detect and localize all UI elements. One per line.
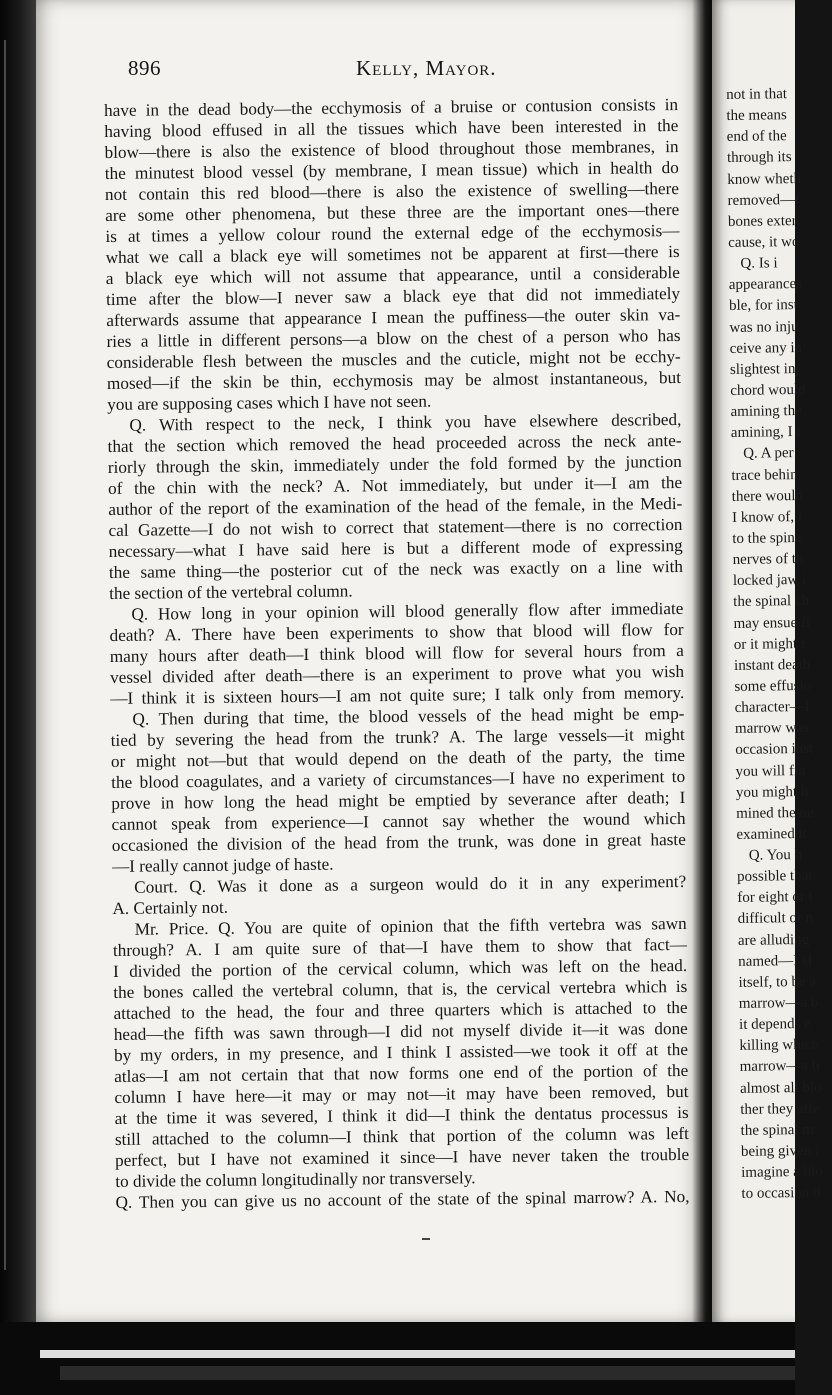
text-line: many hours after death—I think blood will flow for several hours from a [109, 640, 684, 666]
right-page-line: you will fin [735, 762, 806, 780]
right-page-line: marrow was [734, 720, 809, 738]
text-line: or might not—but that would depend on the death of the party, the time [110, 745, 685, 771]
text-line: perfect, but I have not examined it since—I have never taken the trouble [115, 1144, 690, 1170]
text-line: still attached to the column—I think that portion of the column was left [114, 1123, 689, 1149]
right-page-line: almost all blo [739, 1079, 822, 1097]
right-page-line: was no inju [729, 318, 799, 336]
right-page-line: the spinal m [740, 1121, 815, 1139]
right-page-line: bones exter [727, 212, 797, 230]
text-line: I divided the portion of the cervical column, which was left on the head. [113, 955, 688, 981]
right-page-line: the means [726, 107, 787, 125]
right-page-line: to occasion d [741, 1185, 821, 1203]
right-page-line: it depends e [739, 1016, 811, 1034]
right-page-line: may ensue fi [733, 614, 811, 632]
text-line: are some other phenomena, but these three are the important ones—there [105, 199, 680, 225]
text-line: considerable flesh between the muscles and the cuticle, might not be ecchy- [106, 346, 681, 372]
right-page-line: instant death [733, 656, 811, 674]
text-line: have in the dead body—the ecchymosis of a bruise or contusion consists in [104, 94, 679, 120]
right-page-line: there would [731, 487, 804, 505]
text-line: Court. Q. Was it done as a surgeon would do it in any experiment? [134, 871, 687, 897]
text-line: necessary—what I have said here is but a different mode of expressing [108, 535, 683, 561]
right-page-line: difficult or n [737, 910, 814, 928]
right-page-line: nerves of th [732, 551, 804, 569]
right-page-line: you might h [735, 783, 809, 801]
text-line: death? A. There have been experiments to show that blood will flow for [109, 619, 684, 645]
right-page-line: slightest inj [729, 360, 800, 378]
page-mark [422, 1238, 430, 1240]
right-page-line: not in that [726, 86, 788, 103]
text-line: Q. Then during that time, the blood vessels of the head might be emp- [132, 703, 685, 729]
right-page-line: Q. A per [743, 445, 794, 463]
text-line: that the section which removed the head proceeded across the neck ante- [107, 430, 682, 456]
text-line: atlas—I am not certain that that now forms one end of the portion of the [114, 1060, 689, 1086]
page-header [128, 56, 688, 86]
right-page-line: possible that [736, 868, 813, 886]
text-line: mosed—if the skin be thin, ecchymosis may be almost instantaneous, but [106, 367, 682, 393]
right-page-line: marrow—a b [738, 994, 819, 1012]
text-line: —I really cannot judge of haste. [111, 854, 334, 876]
right-page-line: being given i [740, 1142, 820, 1160]
text-line: column I have here—it may or may not—it may have been removed, but [114, 1081, 689, 1107]
body-text-block [104, 94, 690, 1213]
text-line: prove in how long the head might be emptied by severance after death; I [111, 787, 686, 813]
text-line: Q. How long in your opinion will blood generally flow after immediate [131, 598, 684, 624]
text-line: head—the fifth was sawn through—I did not myself divide it—it was done [113, 1018, 688, 1044]
binding-edge [4, 40, 6, 1270]
right-page-line: for eight or t [737, 889, 813, 907]
right-page-line: ble, for inst [728, 297, 798, 315]
right-page-line: character—I [734, 698, 810, 717]
text-line: Q. With respect to the neck, I think you have elsewhere described, [129, 409, 682, 435]
right-page-line: removed—t [727, 191, 800, 209]
text-line: attached to the head, the four and three quarters which is attached to the [113, 997, 688, 1023]
book-binding-left [0, 0, 36, 1395]
right-page-line: amining the [730, 403, 802, 421]
text-line: not contain this red blood—there is also the existence of swelling—there [104, 178, 680, 204]
running-head: Kelly, Mayor. [356, 56, 497, 80]
right-page-line: to the spina [732, 529, 802, 547]
right-page [712, 0, 823, 1322]
right-page-line: appearances [728, 276, 803, 294]
text-line: having blood effused in all the tissues which have been interested in the [104, 115, 679, 141]
text-line: ries a little in different persons—a blow on the chest of a person who has [106, 325, 681, 351]
text-line: blow—there is also the existence of blood throughout those membranes, in [104, 136, 679, 162]
right-page-line: end of the [726, 128, 787, 146]
right-page-line: imagine a blo [741, 1163, 823, 1182]
text-line: what we call a black eye will sometimes not be apparent at first—there is [105, 241, 680, 267]
right-page-line: marrow—a b [739, 1058, 820, 1076]
page-number: 896 [128, 56, 161, 80]
text-line: tied by severing the head from the trunk? A. The large vessels—it might [110, 724, 685, 750]
right-page-line: Q. Is i [740, 255, 778, 272]
lower-page-edge [60, 1366, 795, 1380]
text-line: the blood coagulates, and a variety of circumstances—I have no experiment to [111, 766, 686, 792]
text-line: time after the blow—I never saw a black eye that did not immediately [105, 283, 681, 309]
right-page-line: I know of, i [731, 508, 803, 526]
bottom-edge-band [0, 1322, 795, 1395]
text-line: you are supposing cases which I have not seen. [107, 391, 432, 414]
right-page-line: some effusio [734, 677, 812, 695]
right-page-line: itself, to be a [738, 973, 817, 991]
text-line: at the time it was severed, I think it did—I think the dentatus processus is [114, 1102, 689, 1128]
right-page-line: trace behin [731, 466, 798, 484]
right-page-line: ceive any in [729, 339, 803, 357]
right-page-line: know wheth [727, 170, 802, 188]
right-page-line: ther they affe [740, 1100, 821, 1118]
text-line: Mr. Price. Q. You are quite of opinion that the fifth vertebra was sawn [134, 913, 687, 939]
right-page-line: cause, it wo [728, 233, 800, 251]
text-line: the minutest blood vessel (by membrane, I mean tissue) which in health do [104, 157, 679, 183]
right-page-line: the spinal ch [733, 593, 810, 611]
right-page-line: named—I sl [738, 952, 813, 970]
text-line: occasioned the division of the head from the trunk, was done in great haste [111, 829, 686, 855]
text-line: of the chin with the neck? A. Not immediately, but under it—I am the [107, 472, 683, 498]
right-page-line: or it might r [733, 635, 806, 653]
text-line: the section of the vertebral column. [109, 581, 353, 603]
right-page-line: through its [726, 149, 792, 167]
right-page-line: killing which [739, 1037, 820, 1055]
text-line: the same thing—the posterior cut of the neck was exactly on a line with [108, 556, 684, 582]
text-line: author of the report of the examination of the head of the female, in the Medi- [108, 493, 683, 519]
right-page-line: Q. You h [748, 847, 803, 864]
text-line: afterwards assume that appearance I mean the puffiness—the outer skin va- [106, 304, 681, 330]
text-line: Q. Then you can give us no account of the state of the spinal marrow? A. No, [115, 1186, 690, 1212]
text-line: to divide the column longitudinally nor transversely. [115, 1168, 476, 1191]
right-page-line: chord would [730, 381, 806, 399]
text-line: a black eye which will not assume that appearance, until a considerable [105, 262, 680, 288]
text-line: cannot speak from experience—I cannot say whether the wound which [111, 808, 686, 834]
right-page-line: occasion inst [735, 741, 814, 759]
right-page-line: examined it [736, 825, 807, 843]
text-line: —I think it is sixteen hours—I am not quite sure; I talk only from memory. [110, 682, 685, 708]
page-edge-strip [40, 1350, 795, 1358]
text-line: vessel divided after death—there is an experiment to prove what you wish [109, 661, 685, 687]
right-page-text-block [726, 84, 832, 1206]
text-line: by my orders, in my presence, and I think I assisted—we took it off at the [113, 1039, 689, 1065]
right-page-line: mined the ne [736, 804, 814, 822]
text-line: riorly through the skin, immediately under the fold formed by the junction [107, 451, 682, 477]
text-line: cal Gazette—I do not wish to correct that statement—there is no correction [108, 514, 683, 540]
text-line: is at times a yellow colour round the external edge of the ecchymosis— [105, 220, 680, 246]
text-line: the bones called the vertebral column, that is, the cervical vertebra which is [113, 976, 688, 1002]
right-page-line: are alluding [737, 931, 810, 949]
text-line: through? A. I am quite sure of that—I have them to show that fact— [112, 934, 687, 960]
right-page-line: amining, I r [730, 424, 802, 442]
text-line: A. Certainly not. [112, 897, 229, 918]
right-page-line: locked jaw i [732, 572, 807, 590]
